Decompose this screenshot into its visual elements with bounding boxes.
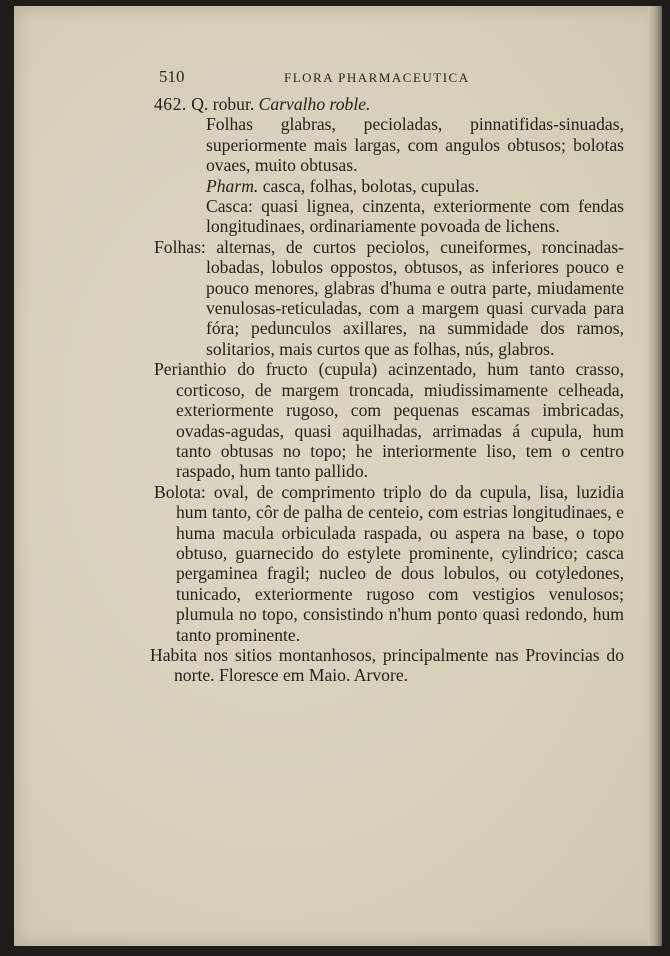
- page-number: 510: [159, 67, 185, 86]
- book-page: [14, 6, 662, 946]
- bolota-paragraph: Bolota: oval, de comprimento triplo do da cupula, lisa, luzidia hum tanto, côr de palha de centeio, com estrias longitudinaes, e huma macula orbiculada raspada, ou aspera na base, o topo obtuso, guarnecido do estylete prominente, cylindrico; casca pergaminea fragil; nucleo de dous lobulos, ou cotyledones, tunicado, exteriormente rugoso com vestigios venulosos; plumula no topo, consistindo n'hum ponto quasi redondo, hum tanto prominente.: [154, 481, 624, 645]
- habita-paragraph-wrap: [150, 645, 624, 686]
- species-entry-heading: [154, 94, 624, 237]
- habita-paragraph: Habita nos sitios montanhosos, principalmente nas Provincias do norte. Floresce em Maio. Arvore.: [150, 644, 624, 686]
- genus-abbreviation: Q.: [191, 94, 209, 114]
- page-body: [150, 94, 624, 686]
- perianthio-paragraph-wrap: [154, 359, 624, 481]
- diagnosis-paragraph: Folhas glabras, pecioladas, pinnatifidas-sinuadas, superiormente mais largas, com angulos obtusos; bolotas ovaes, muito obtusas.: [206, 114, 624, 176]
- folhas-paragraph-wrap: [154, 237, 624, 359]
- casca-paragraph: Casca: quasi lignea, cinzenta, exteriormente com fendas longitudinaes, ordinariamente povoada de lichens.: [206, 196, 624, 237]
- running-title: FLORA PHARMACEUTICA: [284, 70, 470, 85]
- page-spine-shadow: [648, 6, 662, 946]
- page-header: [159, 67, 614, 89]
- species-epithet: robur.: [212, 94, 255, 114]
- perianthio-paragraph: Perianthio do fructo (cupula) acinzentado, hum tanto crasso, corticoso, de margem troncada, miudissimamente celheada, exteriormente rugoso, com pequenas escamas imbricadas, ovadas-agudas, quasi aquilhadas, arrimadas á cupula, hum tanto obtusas no topo; he interiormente liso, tem o centro raspado, hum tanto pallido.: [154, 359, 624, 482]
- pharm-label: Pharm.: [206, 175, 259, 196]
- pharm-text: casca, folhas, bolotas, cupulas.: [262, 175, 480, 196]
- folhas-paragraph: Folhas: alternas, de curtos peciolos, cuneiformes, roncinadas-lobadas, lobulos oppostos, obtusos, as inferiores pouco e pouco menores, glabras d'huma e outra parte, miudamente venulosas-reticuladas, com a margem quasi curvada para fóra; pedunculos axillares, na summidade dos ramos, solitarios, mais curtos que as folhas, nús, glabros.: [154, 236, 624, 359]
- entry-number: 462.: [154, 94, 187, 114]
- common-name: Carvalho roble.: [258, 94, 371, 114]
- bolota-paragraph-wrap: [154, 482, 624, 645]
